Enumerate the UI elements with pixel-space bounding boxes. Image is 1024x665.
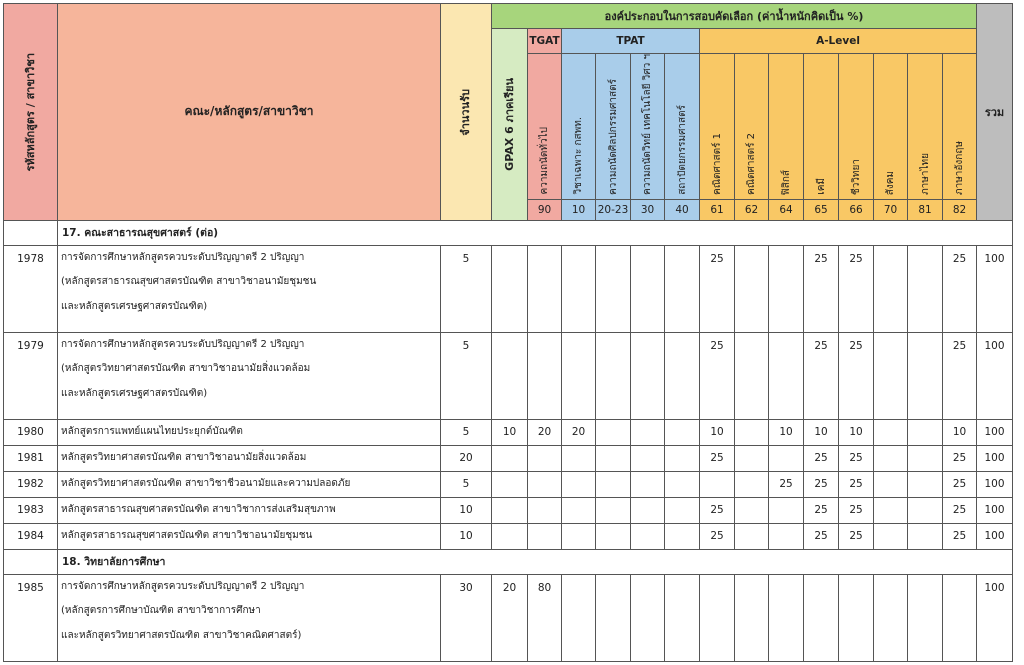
weight-value: 10 — [839, 419, 874, 445]
subject-code: 61 — [700, 199, 735, 220]
table-row — [4, 419, 1013, 445]
weight-value — [631, 574, 665, 661]
weight-value: 25 — [700, 245, 735, 332]
total-value: 100 — [977, 523, 1013, 549]
weight-value — [665, 245, 700, 332]
weight-value: 25 — [839, 445, 874, 471]
subject-code: 90 — [528, 199, 562, 220]
seats-value: 10 — [441, 523, 492, 549]
program-name — [58, 245, 441, 332]
weight-value — [874, 471, 908, 497]
weight-value — [492, 332, 528, 419]
weight-value: 25 — [769, 471, 804, 497]
weight-value: 25 — [700, 497, 735, 523]
header-seats: จำนวนรับ — [441, 4, 492, 221]
total-value: 100 — [977, 419, 1013, 445]
table-row — [4, 445, 1013, 471]
program-name — [58, 497, 441, 523]
weight-value — [492, 523, 528, 549]
weight-value — [874, 332, 908, 419]
weight-value — [665, 497, 700, 523]
program-name — [58, 445, 441, 471]
weight-value — [631, 245, 665, 332]
subject-header: ความถนัดศิลปกรรมศาสตร์ — [596, 54, 631, 200]
weight-value — [908, 419, 943, 445]
weight-value — [769, 574, 804, 661]
weight-value — [665, 574, 700, 661]
weight-value: 10 — [492, 419, 528, 445]
program-code: 1981 — [4, 445, 58, 471]
program-code: 1985 — [4, 574, 58, 661]
weight-value — [943, 574, 977, 661]
weight-value: 80 — [528, 574, 562, 661]
subject-header: ความถนัดวิทย์ เทคโนโลยี วิศว ฯ — [631, 54, 665, 200]
program-name-line: หลักสูตรสาธารณสุขศาสตรบัณฑิต สาขาวิชาอนามัยชุมชน — [61, 530, 313, 542]
weight-value — [735, 574, 769, 661]
program-name-line: (หลักสูตรวิทยาศาสตรบัณฑิต สาขาวิชาอนามัยสิ่งแวดล้อม — [61, 363, 311, 375]
weight-value: 20 — [528, 419, 562, 445]
weight-value — [596, 332, 631, 419]
weight-value — [700, 574, 735, 661]
subject-header: ภาษาไทย — [908, 54, 943, 200]
weight-value — [908, 523, 943, 549]
weight-value — [596, 574, 631, 661]
subject-header: สังคม — [874, 54, 908, 200]
weight-value — [528, 332, 562, 419]
program-name-line: และหลักสูตรเศรษฐศาสตรบัณฑิต) — [61, 387, 208, 399]
weight-value — [631, 419, 665, 445]
weight-value — [492, 471, 528, 497]
weight-value: 25 — [700, 523, 735, 549]
total-value: 100 — [977, 574, 1013, 661]
weight-value — [874, 523, 908, 549]
weight-value — [596, 523, 631, 549]
section-row — [4, 549, 1013, 574]
seats-value: 5 — [441, 471, 492, 497]
program-name-line: และหลักสูตรวิทยาศาสตรบัณฑิต สาขาวิชาคณิตศาสตร์) — [61, 629, 302, 641]
header-tpat: TPAT — [562, 29, 700, 54]
subject-header: ฟิสิกส์ — [769, 54, 804, 200]
weight-value: 25 — [839, 245, 874, 332]
program-name-line: (หลักสูตรการศึกษาบัณฑิต สาขาวิชาการศึกษา — [61, 605, 261, 617]
program-name-line: และหลักสูตรเศรษฐศาสตรบัณฑิต) — [61, 300, 208, 312]
program-name-line: การจัดการศึกษาหลักสูตรควบระดับปริญญาตรี 2 ปริญญา — [61, 338, 305, 350]
header-faculty: คณะ/หลักสูตร/สาขาวิชา — [58, 4, 441, 221]
program-name-line: (หลักสูตรสาธารณสุขศาสตรบัณฑิต สาขาวิชาอนามัยชุมชน — [61, 276, 317, 288]
weight-value: 25 — [943, 445, 977, 471]
weight-value — [735, 445, 769, 471]
weight-value — [839, 574, 874, 661]
seats-value: 30 — [441, 574, 492, 661]
section-title: 18. วิทยาลัยการศึกษา — [58, 549, 1013, 574]
weight-value — [735, 245, 769, 332]
table-row — [4, 523, 1013, 549]
seats-value: 5 — [441, 245, 492, 332]
weight-value: 25 — [943, 245, 977, 332]
program-name — [58, 574, 441, 661]
weight-value — [596, 245, 631, 332]
weight-value — [874, 497, 908, 523]
weight-value — [596, 445, 631, 471]
header-code: รหัสหลักสูตร / สาขาวิชา — [4, 4, 58, 221]
weight-value — [769, 245, 804, 332]
weight-value: 20 — [492, 574, 528, 661]
table-row — [4, 245, 1013, 332]
weight-value — [874, 445, 908, 471]
weight-value: 25 — [839, 497, 874, 523]
program-name-line: หลักสูตรวิทยาศาสตรบัณฑิต สาขาวิชาชีวอนามัยและความปลอดภัย — [61, 478, 351, 490]
header-components: องค์ประกอบในการสอบคัดเลือก (ค่าน้ำหนักคิดเป็น %) — [492, 4, 977, 29]
weight-value — [908, 245, 943, 332]
weight-value — [562, 445, 596, 471]
header-tgat: TGAT — [528, 29, 562, 54]
weight-value — [631, 523, 665, 549]
weight-value — [631, 445, 665, 471]
weight-value — [908, 332, 943, 419]
weight-value — [769, 332, 804, 419]
seats-value: 10 — [441, 497, 492, 523]
weight-value: 25 — [804, 471, 839, 497]
subject-code: 10 — [562, 199, 596, 220]
subject-header: ชีววิทยา — [839, 54, 874, 200]
table-row — [4, 332, 1013, 419]
weight-value: 25 — [839, 523, 874, 549]
program-name — [58, 332, 441, 419]
weight-value — [528, 245, 562, 332]
section-row — [4, 220, 1013, 245]
total-value: 100 — [977, 471, 1013, 497]
weight-value — [735, 471, 769, 497]
weight-value — [908, 471, 943, 497]
weight-value — [665, 332, 700, 419]
subject-code: 20-23 — [596, 199, 631, 220]
program-code: 1984 — [4, 523, 58, 549]
weight-value — [769, 497, 804, 523]
total-value: 100 — [977, 332, 1013, 419]
weight-value — [596, 497, 631, 523]
weight-value: 25 — [943, 523, 977, 549]
weight-value: 25 — [700, 332, 735, 419]
weight-value — [562, 574, 596, 661]
program-code: 1983 — [4, 497, 58, 523]
weight-value: 10 — [769, 419, 804, 445]
program-code: 1980 — [4, 419, 58, 445]
table-row — [4, 471, 1013, 497]
weight-value — [665, 471, 700, 497]
table-row — [4, 574, 1013, 661]
weight-value: 25 — [804, 497, 839, 523]
weight-value: 25 — [839, 332, 874, 419]
section-title: 17. คณะสาธารณสุขศาสตร์ (ต่อ) — [58, 220, 1013, 245]
weight-value: 10 — [943, 419, 977, 445]
weight-value: 25 — [804, 445, 839, 471]
subject-header: วิชาเฉพาะ กสพท. — [562, 54, 596, 200]
weight-value — [769, 445, 804, 471]
subject-code: 64 — [769, 199, 804, 220]
weight-value: 25 — [804, 332, 839, 419]
weight-value — [492, 445, 528, 471]
subject-code: 66 — [839, 199, 874, 220]
seats-value: 5 — [441, 332, 492, 419]
program-name — [58, 471, 441, 497]
weight-value: 10 — [700, 419, 735, 445]
subject-header: คณิตศาสตร์ 1 — [700, 54, 735, 200]
program-name — [58, 419, 441, 445]
weight-value — [631, 497, 665, 523]
weight-value — [596, 419, 631, 445]
subject-code: 70 — [874, 199, 908, 220]
weight-value: 25 — [943, 497, 977, 523]
header-total: รวม — [977, 4, 1013, 221]
section-blank — [4, 549, 58, 574]
admission-table — [3, 3, 1013, 662]
program-name-line: หลักสูตรสาธารณสุขศาสตรบัณฑิต สาขาวิชาการส่งเสริมสุขภาพ — [61, 504, 336, 516]
subject-header: สถาปัตยกรรมศาสตร์ — [665, 54, 700, 200]
weight-value — [735, 419, 769, 445]
program-name-line: หลักสูตรการแพทย์แผนไทยประยุกต์บัณฑิต — [61, 426, 243, 438]
total-value: 100 — [977, 445, 1013, 471]
program-name — [58, 523, 441, 549]
weight-value: 25 — [700, 445, 735, 471]
weight-value — [492, 245, 528, 332]
program-code: 1978 — [4, 245, 58, 332]
weight-value — [631, 471, 665, 497]
weight-value: 25 — [804, 245, 839, 332]
weight-value — [908, 445, 943, 471]
subject-code: 40 — [665, 199, 700, 220]
subject-code: 30 — [631, 199, 665, 220]
weight-value — [528, 445, 562, 471]
weight-value — [631, 332, 665, 419]
subject-header: ภาษาอังกฤษ — [943, 54, 977, 200]
weight-value — [665, 523, 700, 549]
weight-value — [562, 497, 596, 523]
subject-code: 65 — [804, 199, 839, 220]
weight-value — [665, 419, 700, 445]
weight-value — [665, 445, 700, 471]
seats-value: 20 — [441, 445, 492, 471]
program-name-line: การจัดการศึกษาหลักสูตรควบระดับปริญญาตรี 2 ปริญญา — [61, 251, 305, 263]
weight-value — [562, 471, 596, 497]
total-value: 100 — [977, 245, 1013, 332]
weight-value — [528, 471, 562, 497]
weight-value — [528, 497, 562, 523]
program-name-line: การจัดการศึกษาหลักสูตรควบระดับปริญญาตรี 2 ปริญญา — [61, 580, 305, 592]
subject-code: 82 — [943, 199, 977, 220]
header-alevel: A-Level — [700, 29, 977, 54]
weight-value — [804, 574, 839, 661]
weight-value — [874, 419, 908, 445]
subject-code: 81 — [908, 199, 943, 220]
program-code: 1982 — [4, 471, 58, 497]
weight-value — [735, 497, 769, 523]
weight-value: 20 — [562, 419, 596, 445]
weight-value: 25 — [943, 332, 977, 419]
program-name-line: หลักสูตรวิทยาศาสตรบัณฑิต สาขาวิชาอนามัยสิ่งแวดล้อม — [61, 452, 307, 464]
weight-value: 25 — [943, 471, 977, 497]
weight-value — [735, 523, 769, 549]
weight-value: 10 — [804, 419, 839, 445]
weight-value — [562, 245, 596, 332]
weight-value — [596, 471, 631, 497]
weight-value — [874, 245, 908, 332]
weight-value — [528, 523, 562, 549]
weight-value — [735, 332, 769, 419]
weight-value: 25 — [839, 471, 874, 497]
weight-value — [562, 332, 596, 419]
weight-value — [562, 523, 596, 549]
subject-header: เคมี — [804, 54, 839, 200]
seats-value: 5 — [441, 419, 492, 445]
weight-value: 25 — [804, 523, 839, 549]
section-blank — [4, 220, 58, 245]
subject-code: 62 — [735, 199, 769, 220]
weight-value — [908, 574, 943, 661]
header-gpax: GPAX 6 ภาคเรียน — [492, 29, 528, 221]
weight-value — [769, 523, 804, 549]
weight-value — [700, 471, 735, 497]
table-row — [4, 497, 1013, 523]
total-value: 100 — [977, 497, 1013, 523]
subject-header: คณิตศาสตร์ 2 — [735, 54, 769, 200]
program-code: 1979 — [4, 332, 58, 419]
weight-value — [874, 574, 908, 661]
weight-value — [908, 497, 943, 523]
subject-header: ความถนัดทั่วไป — [528, 54, 562, 200]
weight-value — [492, 497, 528, 523]
